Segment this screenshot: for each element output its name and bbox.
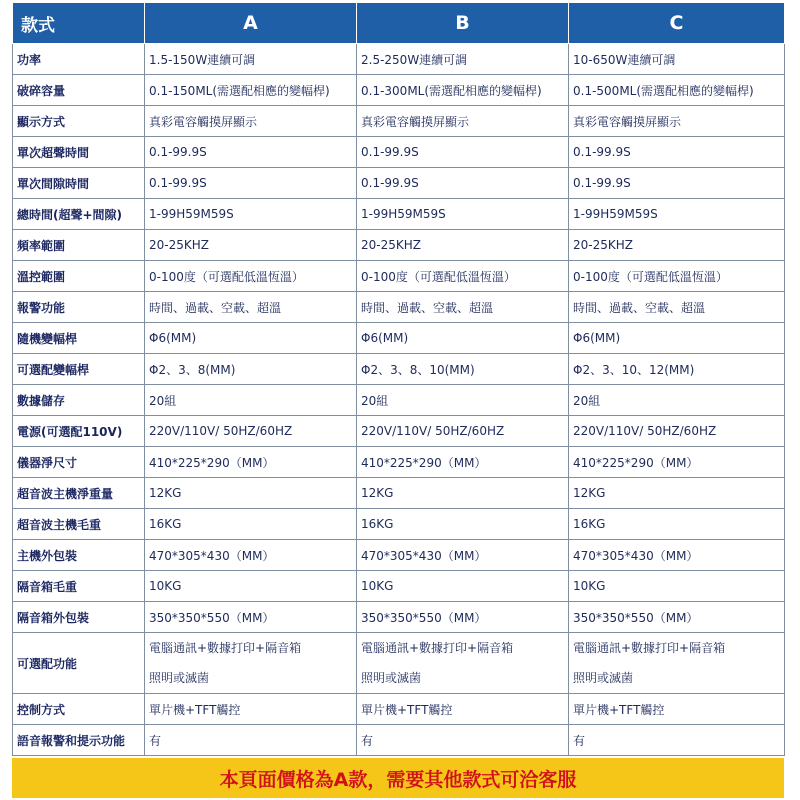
cell-a: 470*305*430（MM）: [145, 540, 357, 571]
cell-a: 單片機+TFT觸控: [145, 694, 357, 725]
cell-b: 220V/110V/ 50HZ/60HZ: [357, 416, 569, 447]
cell-b: 時間、過載、空載、超溫: [357, 292, 569, 323]
table-row: [13, 416, 785, 447]
cell-b: 12KG: [357, 478, 569, 509]
cell-b: 真彩電容觸摸屏顯示: [357, 106, 569, 137]
table-row: [13, 292, 785, 323]
cell-a: 350*350*550（MM）: [145, 602, 357, 633]
spec-table-body: [13, 44, 785, 756]
row-label: 控制方式: [13, 694, 145, 725]
cell-a: 1.5-150W連續可調: [145, 44, 357, 75]
spec-table-wrapper: [12, 2, 784, 756]
cell-a: 0.1-150ML(需選配相應的變幅桿): [145, 75, 357, 106]
row-label: 顯示方式: [13, 106, 145, 137]
cell-c: 0.1-500ML(需選配相應的變幅桿): [569, 75, 785, 106]
table-row: [13, 168, 785, 199]
table-row: [13, 509, 785, 540]
optional-line-2: 照明或滅菌: [573, 671, 634, 685]
row-label: 隔音箱外包裝: [13, 602, 145, 633]
cell-b: 0.1-300ML(需選配相應的變幅桿): [357, 75, 569, 106]
table-row: [13, 106, 785, 137]
table-row: [13, 540, 785, 571]
header-model-b: B: [357, 3, 569, 44]
cell-c: 時間、過載、空載、超溫: [569, 292, 785, 323]
cell-b: 20-25KHZ: [357, 230, 569, 261]
table-row: [13, 694, 785, 725]
cell-a: Φ6(MM): [145, 323, 357, 354]
cell-b: Φ2、3、8、10(MM): [357, 354, 569, 385]
cell-a: 真彩電容觸摸屏顯示: [145, 106, 357, 137]
table-row: [13, 75, 785, 106]
cell-c: 350*350*550（MM）: [569, 602, 785, 633]
cell-c: 真彩電容觸摸屏顯示: [569, 106, 785, 137]
row-label: 語音報警和提示功能: [13, 725, 145, 756]
cell-a: 20-25KHZ: [145, 230, 357, 261]
cell-c: 12KG: [569, 478, 785, 509]
cell-b: 410*225*290（MM）: [357, 447, 569, 478]
cell-c: Φ2、3、10、12(MM): [569, 354, 785, 385]
table-row: [13, 725, 785, 756]
cell-a: 時間、過載、空載、超溫: [145, 292, 357, 323]
row-label: 功率: [13, 44, 145, 75]
header-model-c: C: [569, 3, 785, 44]
row-label: 主機外包裝: [13, 540, 145, 571]
cell-b: 0.1-99.9S: [357, 137, 569, 168]
spec-comparison-table: [12, 2, 785, 756]
table-row-optional-features: [13, 633, 785, 694]
table-row: [13, 230, 785, 261]
cell-a: 0.1-99.9S: [145, 137, 357, 168]
cell-a: 10KG: [145, 571, 357, 602]
row-label: 超音波主機淨重量: [13, 478, 145, 509]
row-label: 總時間(超聲+間隙): [13, 199, 145, 230]
cell-a: 20組: [145, 385, 357, 416]
cell-a: 16KG: [145, 509, 357, 540]
table-row: [13, 137, 785, 168]
cell-b: 20組: [357, 385, 569, 416]
optional-line-1: 電腦通訊+數據打印+隔音箱: [361, 641, 514, 655]
promo-banner-text: 本頁面價格為A款，需要其他款式可洽客服: [219, 768, 577, 791]
row-label: 單次間隙時間: [13, 168, 145, 199]
cell-c: 10-650W連續可調: [569, 44, 785, 75]
cell-c: [569, 633, 785, 694]
row-label: 超音波主機毛重: [13, 509, 145, 540]
cell-b: 2.5-250W連續可調: [357, 44, 569, 75]
cell-a: Φ2、3、8(MM): [145, 354, 357, 385]
promo-banner: [12, 758, 784, 798]
row-label: 儀器淨尺寸: [13, 447, 145, 478]
cell-c: Φ6(MM): [569, 323, 785, 354]
cell-b: 0.1-99.9S: [357, 168, 569, 199]
cell-c: 410*225*290（MM）: [569, 447, 785, 478]
table-row: [13, 571, 785, 602]
table-row: [13, 602, 785, 633]
row-label: 溫控範圍: [13, 261, 145, 292]
table-row: [13, 385, 785, 416]
cell-b: Φ6(MM): [357, 323, 569, 354]
row-label: 電源(可選配110V): [13, 416, 145, 447]
row-label: 破碎容量: [13, 75, 145, 106]
optional-line-2: 照明或滅菌: [149, 671, 210, 685]
row-label: 隨機變幅桿: [13, 323, 145, 354]
cell-c: 16KG: [569, 509, 785, 540]
cell-c: 0.1-99.9S: [569, 137, 785, 168]
cell-c: 0.1-99.9S: [569, 168, 785, 199]
optional-line-2: 照明或滅菌: [361, 671, 422, 685]
cell-c: 0-100度（可選配低溫恆溫）: [569, 261, 785, 292]
cell-c: 有: [569, 725, 785, 756]
cell-c: 1-99H59M59S: [569, 199, 785, 230]
cell-b: 470*305*430（MM）: [357, 540, 569, 571]
cell-a: [145, 633, 357, 694]
cell-c: 10KG: [569, 571, 785, 602]
cell-a: 0.1-99.9S: [145, 168, 357, 199]
cell-a: 有: [145, 725, 357, 756]
cell-c: 220V/110V/ 50HZ/60HZ: [569, 416, 785, 447]
row-label: 單次超聲時間: [13, 137, 145, 168]
cell-b: 1-99H59M59S: [357, 199, 569, 230]
cell-c: 20組: [569, 385, 785, 416]
table-row: [13, 261, 785, 292]
cell-b: 有: [357, 725, 569, 756]
optional-line-1: 電腦通訊+數據打印+隔音箱: [573, 641, 726, 655]
cell-b: 350*350*550（MM）: [357, 602, 569, 633]
cell-a: 220V/110V/ 50HZ/60HZ: [145, 416, 357, 447]
cell-b: 16KG: [357, 509, 569, 540]
header-model-label: 款式: [13, 3, 145, 44]
cell-b: 0-100度（可選配低溫恆溫）: [357, 261, 569, 292]
cell-a: 1-99H59M59S: [145, 199, 357, 230]
cell-b: 單片機+TFT觸控: [357, 694, 569, 725]
cell-a: 0-100度（可選配低溫恆溫）: [145, 261, 357, 292]
cell-b: 10KG: [357, 571, 569, 602]
table-row: [13, 199, 785, 230]
cell-c: 單片機+TFT觸控: [569, 694, 785, 725]
table-row: [13, 447, 785, 478]
table-row: [13, 354, 785, 385]
table-row: [13, 323, 785, 354]
row-label: 可選配功能: [13, 633, 145, 694]
header-model-a: A: [145, 3, 357, 44]
table-header-row: [13, 3, 785, 44]
row-label: 隔音箱毛重: [13, 571, 145, 602]
row-label: 可選配變幅桿: [13, 354, 145, 385]
table-row: [13, 44, 785, 75]
cell-c: 470*305*430（MM）: [569, 540, 785, 571]
optional-line-1: 電腦通訊+數據打印+隔音箱: [149, 641, 302, 655]
row-label: 報警功能: [13, 292, 145, 323]
table-row: [13, 478, 785, 509]
cell-c: 20-25KHZ: [569, 230, 785, 261]
row-label: 頻率範圍: [13, 230, 145, 261]
row-label: 數據儲存: [13, 385, 145, 416]
cell-b: [357, 633, 569, 694]
cell-a: 410*225*290（MM）: [145, 447, 357, 478]
cell-a: 12KG: [145, 478, 357, 509]
